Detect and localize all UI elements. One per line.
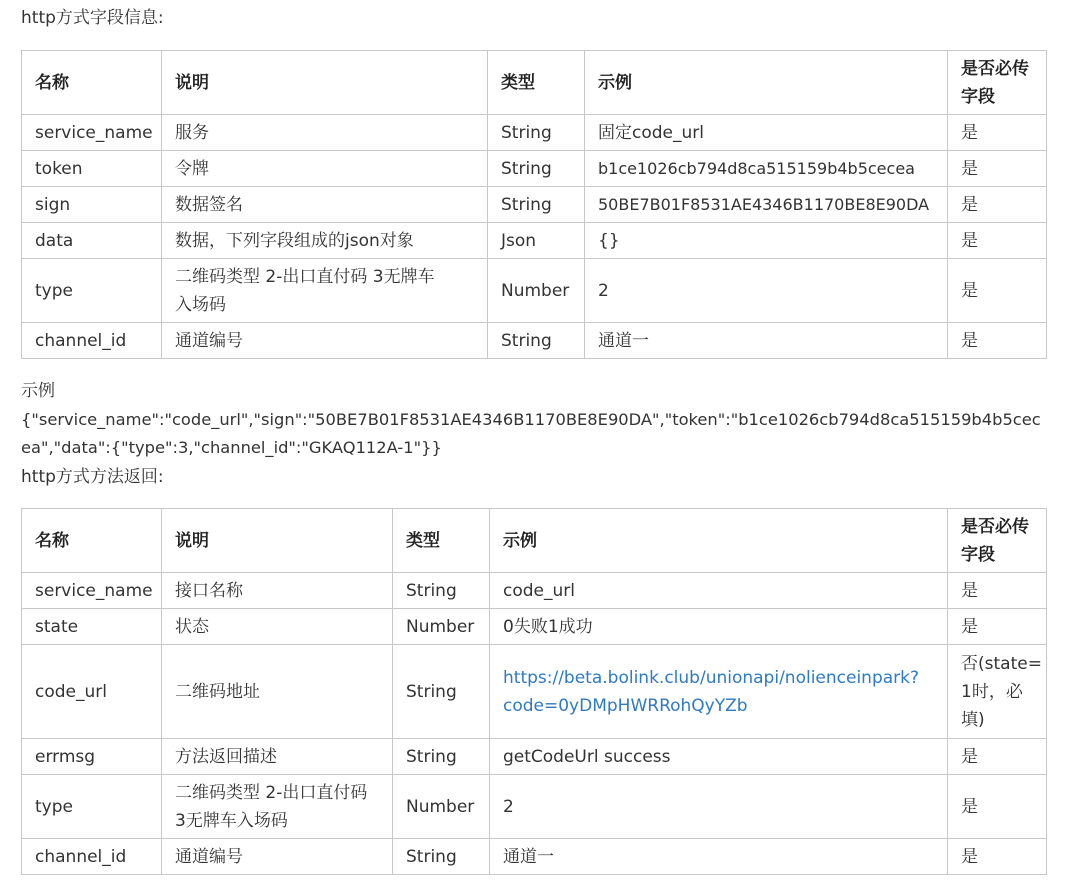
section2-heading: http方式方法返回: [21, 467, 164, 487]
cell-name: channel_id [22, 839, 162, 875]
cell-desc: 数据签名 [162, 187, 488, 223]
cell-name: channel_id [22, 323, 162, 359]
col-header-required: 是否必传字段 [948, 51, 1047, 115]
col-header-desc: 说明 [162, 509, 393, 573]
cell-type: String [488, 187, 585, 223]
table-header-row [22, 51, 1047, 115]
cell-desc: 二维码类型 2-出口直付码 3无牌车入场码 [162, 259, 488, 323]
cell-required: 是 [948, 151, 1047, 187]
table-row [22, 775, 1047, 839]
cell-example: 通道一 [490, 839, 948, 875]
cell-required: 是 [948, 739, 1047, 775]
cell-type: Number [393, 775, 490, 839]
cell-example: 2 [490, 775, 948, 839]
table-row [22, 609, 1047, 645]
table-row [22, 323, 1047, 359]
section1-heading: http方式字段信息: [21, 8, 164, 28]
cell-type: String [488, 115, 585, 151]
cell-desc: 通道编号 [162, 839, 393, 875]
method-return-table [21, 508, 1047, 875]
table-row [22, 223, 1047, 259]
cell-type: Json [488, 223, 585, 259]
cell-desc: 接口名称 [162, 573, 393, 609]
cell-example: b1ce1026cb794d8ca515159b4b5cecea [585, 151, 948, 187]
cell-type: String [393, 839, 490, 875]
table-row [22, 259, 1047, 323]
example-label: 示例 [21, 381, 55, 401]
cell-desc: 二维码类型 2-出口直付码 3无牌车入场码 [162, 775, 393, 839]
example-json-line1: {"service_name":"code_url","sign":"50BE7B01F8531AE4346B1170BE8E90DA","token":"b1ce1026cb794d8ca515159b4b5cec [21, 410, 1041, 429]
cell-example: 50BE7B01F8531AE4346B1170BE8E90DA [585, 187, 948, 223]
cell-name: token [22, 151, 162, 187]
cell-name: service_name [22, 573, 162, 609]
cell-desc: 状态 [162, 609, 393, 645]
cell-type: Number [393, 609, 490, 645]
col-header-name: 名称 [22, 51, 162, 115]
cell-type: Number [488, 259, 585, 323]
table-row [22, 115, 1047, 151]
cell-required: 否(state=1时，必填) [948, 645, 1047, 739]
cell-example: code_url [490, 573, 948, 609]
table-row [22, 187, 1047, 223]
cell-name: service_name [22, 115, 162, 151]
col-header-type: 类型 [488, 51, 585, 115]
cell-name: code_url [22, 645, 162, 739]
cell-required: 是 [948, 573, 1047, 609]
col-header-example: 示例 [585, 51, 948, 115]
cell-name: type [22, 775, 162, 839]
cell-example: 通道一 [585, 323, 948, 359]
cell-example: 0失败1成功 [490, 609, 948, 645]
table-row [22, 573, 1047, 609]
table-row [22, 839, 1047, 875]
cell-type: String [393, 645, 490, 739]
cell-required: 是 [948, 609, 1047, 645]
table-row [22, 645, 1047, 739]
cell-name: sign [22, 187, 162, 223]
table-row [22, 739, 1047, 775]
cell-example: 2 [585, 259, 948, 323]
cell-required: 是 [948, 223, 1047, 259]
cell-type: String [488, 323, 585, 359]
cell-desc: 令牌 [162, 151, 488, 187]
col-header-example: 示例 [490, 509, 948, 573]
cell-name: type [22, 259, 162, 323]
code-url-link[interactable]: https://beta.bolink.club/unionapi/nolienceinpark?code=0yDMpHWRRohQyYZb [503, 667, 920, 716]
col-header-required: 是否必传字段 [948, 509, 1047, 573]
cell-required: 是 [948, 187, 1047, 223]
cell-required: 是 [948, 259, 1047, 323]
cell-name: state [22, 609, 162, 645]
cell-example-link [490, 645, 948, 739]
cell-desc: 服务 [162, 115, 488, 151]
cell-desc: 方法返回描述 [162, 739, 393, 775]
cell-desc: 二维码地址 [162, 645, 393, 739]
cell-type: String [393, 739, 490, 775]
cell-desc: 数据，下列字段组成的json对象 [162, 223, 488, 259]
example-json-line2: ea","data":{"type":3,"channel_id":"GKAQ112A-1"}} [21, 438, 442, 457]
cell-example: 固定code_url [585, 115, 948, 151]
cell-required: 是 [948, 775, 1047, 839]
table-header-row [22, 509, 1047, 573]
col-header-type: 类型 [393, 509, 490, 573]
cell-required: 是 [948, 115, 1047, 151]
cell-required: 是 [948, 839, 1047, 875]
cell-type: String [488, 151, 585, 187]
cell-name: data [22, 223, 162, 259]
col-header-name: 名称 [22, 509, 162, 573]
cell-type: String [393, 573, 490, 609]
table-row [22, 151, 1047, 187]
cell-example: {} [585, 223, 948, 259]
cell-desc: 通道编号 [162, 323, 488, 359]
col-header-desc: 说明 [162, 51, 488, 115]
cell-name: errmsg [22, 739, 162, 775]
field-info-table [21, 50, 1047, 359]
cell-required: 是 [948, 323, 1047, 359]
cell-example: getCodeUrl success [490, 739, 948, 775]
